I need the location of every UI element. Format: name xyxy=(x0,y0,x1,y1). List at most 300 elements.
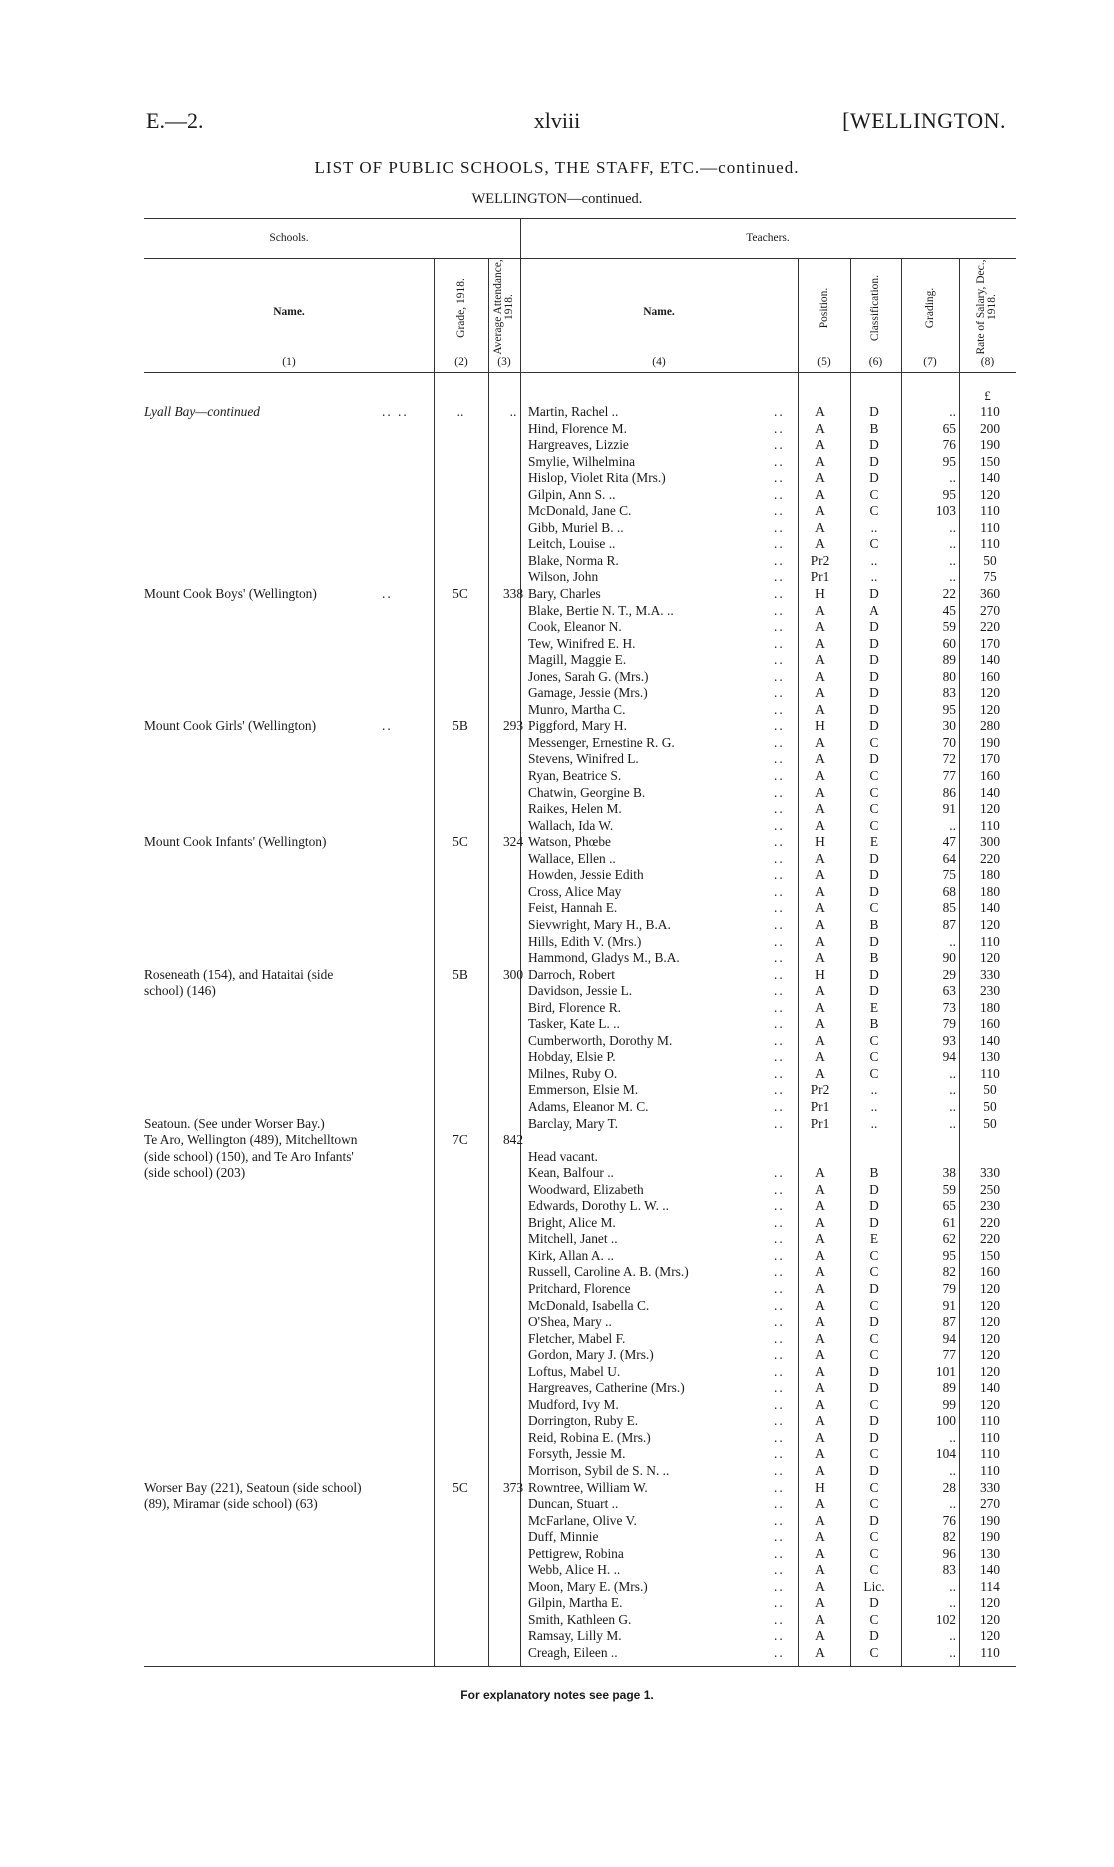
teacher-name: Russell, Caroline A. B. (Mrs.) xyxy=(528,1264,689,1280)
teacher-grading: .. xyxy=(949,569,956,585)
teacher-position: A xyxy=(815,1611,825,1627)
teacher-salary: 270 xyxy=(979,602,1001,618)
leader-dots: .. xyxy=(774,437,785,453)
teacher-grading: 68 xyxy=(942,883,956,899)
col-number-4: (4) xyxy=(652,356,666,368)
teacher-name: Mudford, Ivy M. xyxy=(528,1396,619,1412)
teacher-salary: 300 xyxy=(979,834,1001,850)
teacher-classification: .. xyxy=(870,1115,878,1131)
teacher-classification: D xyxy=(869,1198,879,1214)
teacher-salary: 110 xyxy=(980,1065,1000,1081)
leader-dots: .. xyxy=(774,933,785,949)
teacher-position: A xyxy=(815,751,825,767)
teacher-position: A xyxy=(815,1512,825,1528)
teacher-classification: C xyxy=(869,1396,879,1412)
teacher-grading: .. xyxy=(949,1082,956,1098)
teacher-classification: D xyxy=(869,751,879,767)
column-number-rule xyxy=(144,372,1016,373)
teacher-grading: 73 xyxy=(942,999,956,1015)
school-attendance: 338 xyxy=(502,586,524,602)
teacher-classification: C xyxy=(869,801,879,817)
teacher-name: Wallace, Ellen .. xyxy=(528,850,616,866)
leader-dots: .. xyxy=(774,1065,785,1081)
leader-dots: .. xyxy=(774,834,785,850)
teacher-position: A xyxy=(815,1578,825,1594)
teacher-name: Hind, Florence M. xyxy=(528,420,627,436)
teacher-salary: 230 xyxy=(979,983,1001,999)
teacher-grading: 76 xyxy=(942,437,956,453)
teacher-classification: .. xyxy=(870,552,878,568)
teacher-name: Blake, Bertie N. T., M.A. .. xyxy=(528,602,674,618)
teacher-name: Bary, Charles xyxy=(528,586,601,602)
teacher-name: Smylie, Wilhelmina xyxy=(528,453,636,469)
table-row xyxy=(144,669,1016,686)
teacher-salary: 140 xyxy=(979,1032,1001,1048)
teacher-grading: .. xyxy=(949,519,956,535)
leader-dots: .. xyxy=(774,850,785,866)
table-row xyxy=(144,1579,1016,1596)
teacher-salary: 110 xyxy=(980,503,1000,519)
teacher-position: H xyxy=(815,718,825,734)
teacher-name: Gilpin, Martha E. xyxy=(528,1595,623,1611)
teacher-name: Pritchard, Florence xyxy=(528,1280,631,1296)
teacher-salary: 120 xyxy=(979,1396,1001,1412)
teacher-position: A xyxy=(815,916,825,932)
teacher-salary: 114 xyxy=(980,1578,1000,1594)
teacher-classification: .. xyxy=(870,519,878,535)
teacher-position: A xyxy=(815,1628,825,1644)
leader-dots: .. xyxy=(774,1578,785,1594)
leader-dots: .. xyxy=(774,420,785,436)
teacher-position: A xyxy=(815,437,825,453)
leader-dots: .. xyxy=(774,1231,785,1247)
teacher-name: Ramsay, Lilly M. xyxy=(528,1628,622,1644)
table-row xyxy=(144,1049,1016,1066)
teacher-salary: 150 xyxy=(979,453,1001,469)
footer-note: For explanatory notes see page 1. xyxy=(460,1688,654,1702)
teacher-classification: C xyxy=(869,1065,879,1081)
grading-header: Grading. xyxy=(924,287,936,329)
table-row xyxy=(144,1380,1016,1397)
leader-dots: .. xyxy=(774,1115,785,1131)
teacher-salary: 120 xyxy=(979,1628,1001,1644)
leader-dots: .. xyxy=(774,1446,785,1462)
teacher-position: A xyxy=(815,685,825,701)
teacher-position: A xyxy=(815,784,825,800)
teacher-name: Cook, Eleanor N. xyxy=(528,619,622,635)
teacher-position: Pr1 xyxy=(810,1098,830,1114)
school-name: Mount Cook Girls' (Wellington) xyxy=(144,718,317,734)
teacher-grading: 103 xyxy=(935,503,956,519)
teacher-classification: D xyxy=(869,933,879,949)
teacher-grading: 63 xyxy=(942,983,956,999)
teacher-position: Pr1 xyxy=(810,1115,830,1131)
teacher-position: A xyxy=(815,999,825,1015)
teacher-salary: 160 xyxy=(979,1016,1001,1032)
table-row xyxy=(144,569,1016,586)
table-row xyxy=(144,1099,1016,1116)
table-row xyxy=(144,1298,1016,1315)
teacher-classification: C xyxy=(869,1247,879,1263)
teacher-salary: 110 xyxy=(980,933,1000,949)
teacher-classification: C xyxy=(869,1347,879,1363)
teacher-position: A xyxy=(815,420,825,436)
teacher-classification: D xyxy=(869,1463,879,1478)
table-row xyxy=(144,1463,1016,1480)
teacher-name: Duff, Minnie xyxy=(528,1529,599,1545)
teacher-position: A xyxy=(815,1413,825,1429)
leader-dots: .. xyxy=(774,801,785,817)
school-grade: 5B xyxy=(452,718,468,734)
leader-dots: .. xyxy=(774,734,785,750)
table-row xyxy=(144,1513,1016,1530)
teacher-salary: 120 xyxy=(979,1611,1001,1627)
leader-dots: .. xyxy=(774,817,785,833)
teacher-salary: 190 xyxy=(979,1529,1001,1545)
table-row xyxy=(144,487,1016,504)
school-name: Mount Cook Boys' (Wellington) xyxy=(144,586,317,602)
position-header: Position. xyxy=(818,287,830,329)
leader-dots: .. xyxy=(774,883,785,899)
teacher-grading: 59 xyxy=(942,619,956,635)
teacher-name: Moon, Mary E. (Mrs.) xyxy=(528,1578,648,1594)
teacher-classification: D xyxy=(869,1628,879,1644)
schools-group-header: Schools. xyxy=(269,232,309,244)
teacher-position: A xyxy=(815,668,825,684)
teacher-name: Milnes, Ruby O. xyxy=(528,1065,618,1081)
table-row xyxy=(144,818,1016,835)
teacher-salary: 120 xyxy=(979,1347,1001,1363)
teacher-salary: 110 xyxy=(980,519,1000,535)
table-row xyxy=(144,1182,1016,1199)
teacher-grading: .. xyxy=(949,536,956,552)
teacher-grading: 82 xyxy=(942,1264,956,1280)
teacher-grading: .. xyxy=(949,817,956,833)
table-row xyxy=(144,917,1016,934)
teacher-classification: C xyxy=(869,1645,879,1661)
teacher-salary: 120 xyxy=(979,1330,1001,1346)
teacher-name: Head vacant. xyxy=(528,1148,598,1164)
teacher-salary: 220 xyxy=(979,850,1001,866)
school-attendance: 373 xyxy=(502,1479,524,1495)
teacher-salary: 160 xyxy=(979,668,1001,684)
teacher-position: A xyxy=(815,536,825,552)
teacher-salary: 170 xyxy=(979,635,1001,651)
teacher-salary: 120 xyxy=(979,1280,1001,1296)
leader-dots: .. xyxy=(774,999,785,1015)
school-name: Te Aro, Wellington (489), Mitchelltown (side school) (150), and Te Aro Infants' (side school) (203) xyxy=(144,1132,358,1181)
teacher-name: Gibb, Muriel B. .. xyxy=(528,519,624,535)
teacher-position: A xyxy=(815,1181,825,1197)
table-row xyxy=(144,520,1016,537)
teacher-salary: 120 xyxy=(979,950,1001,966)
teacher-position: A xyxy=(815,983,825,999)
teacher-salary: 200 xyxy=(979,420,1001,436)
teacher-salary: 120 xyxy=(979,1297,1001,1313)
school-name: Worser Bay (221), Seatoun (side school) (89), Miramar (side school) (63) xyxy=(144,1479,362,1512)
leader-dots: .. xyxy=(774,1314,785,1330)
teacher-name: Forsyth, Jessie M. xyxy=(528,1446,626,1462)
teacher-grading: 87 xyxy=(942,916,956,932)
table-row xyxy=(144,1397,1016,1414)
teacher-position: A xyxy=(815,701,825,717)
table-row xyxy=(144,718,1016,735)
teacher-grading: 95 xyxy=(942,701,956,717)
teacher-salary: 190 xyxy=(979,734,1001,750)
col-number-1: (1) xyxy=(282,356,296,368)
teacher-grading: 62 xyxy=(942,1231,956,1247)
leader-dots: .. xyxy=(774,950,785,966)
teacher-grading: .. xyxy=(949,1429,956,1445)
teacher-salary: 160 xyxy=(979,1264,1001,1280)
table-row xyxy=(144,404,1016,421)
teacher-grading: .. xyxy=(949,1115,956,1131)
leader-dots: .. xyxy=(774,1645,785,1661)
teacher-name: Bright, Alice M. xyxy=(528,1214,616,1230)
leader-dots: .. xyxy=(774,619,785,635)
teacher-grading: 101 xyxy=(935,1363,956,1379)
teacher-position: A xyxy=(815,950,825,966)
teacher-name: Barclay, Mary T. xyxy=(528,1115,619,1131)
teacher-classification: C xyxy=(869,1049,879,1065)
leader-dots: .. xyxy=(774,718,785,734)
leader-dots: .. xyxy=(774,1165,785,1181)
col-number-2: (2) xyxy=(454,356,468,368)
table-row xyxy=(144,950,1016,967)
teacher-name: Dorrington, Ruby E. xyxy=(528,1413,639,1429)
leader-dots: .. xyxy=(774,1562,785,1578)
currency-symbol: £ xyxy=(984,388,991,403)
teacher-grading: 47 xyxy=(942,834,956,850)
table-row xyxy=(144,1562,1016,1579)
leader-dots: .. xyxy=(774,701,785,717)
teacher-grading: .. xyxy=(949,1578,956,1594)
teacher-classification: .. xyxy=(870,1082,878,1098)
teacher-position: A xyxy=(815,1347,825,1363)
teacher-name: Chatwin, Georgine B. xyxy=(528,784,646,800)
teacher-grading: 61 xyxy=(942,1214,956,1230)
teacher-salary: 330 xyxy=(979,966,1001,982)
teacher-grading: .. xyxy=(949,1065,956,1081)
teacher-position: A xyxy=(815,1496,825,1512)
teacher-name: Gamage, Jessie (Mrs.) xyxy=(528,685,648,701)
teacher-salary: 120 xyxy=(979,1314,1001,1330)
teacher-name: Messenger, Ernestine R. G. xyxy=(528,734,675,750)
teacher-name: Cross, Alice May xyxy=(528,883,622,899)
teacher-salary: 50 xyxy=(983,1082,997,1098)
teacher-salary: 330 xyxy=(979,1479,1001,1495)
teacher-grading: 102 xyxy=(935,1611,956,1627)
teacher-salary: 110 xyxy=(980,1413,1000,1429)
page-title: LIST OF PUBLIC SCHOOLS, THE STAFF, ETC.—continued. xyxy=(314,158,800,177)
table-bottom-rule xyxy=(144,1666,1016,1667)
group-header-rule xyxy=(144,258,1016,259)
teacher-position: A xyxy=(815,1595,825,1611)
leader-dots: .. xyxy=(774,1330,785,1346)
teacher-position: A xyxy=(815,1247,825,1263)
table-row xyxy=(144,1331,1016,1348)
teacher-name: Duncan, Stuart .. xyxy=(528,1496,619,1512)
leader-dots: .. xyxy=(774,1479,785,1495)
teacher-position: A xyxy=(815,1562,825,1578)
teacher-classification: D xyxy=(869,437,879,453)
teacher-position: A xyxy=(815,933,825,949)
leader-dots: .. xyxy=(774,1363,785,1379)
teacher-grading: 85 xyxy=(942,900,956,916)
teacher-classification: D xyxy=(869,652,879,668)
teacher-grading: 89 xyxy=(942,652,956,668)
teacher-salary: 110 xyxy=(980,404,1000,419)
school-name: Mount Cook Infants' (Wellington) xyxy=(144,834,327,850)
schools-table xyxy=(144,218,1016,1668)
school-name: Roseneath (154), and Hataitai (side school) (146) xyxy=(144,966,334,999)
teacher-position: A xyxy=(815,1429,825,1445)
table-row xyxy=(144,1281,1016,1298)
table-row xyxy=(144,503,1016,520)
teacher-position: A xyxy=(815,1198,825,1214)
teacher-salary: 120 xyxy=(979,685,1001,701)
leader-dots: .. xyxy=(774,552,785,568)
teacher-grading: 72 xyxy=(942,751,956,767)
school-grade: 7C xyxy=(452,1132,468,1148)
teacher-name: Edwards, Dorothy L. W. .. xyxy=(528,1198,669,1214)
teacher-name: Creagh, Eileen .. xyxy=(528,1645,618,1661)
region-label: [WELLINGTON. xyxy=(842,108,1006,133)
teacher-position: A xyxy=(815,619,825,635)
teacher-classification: C xyxy=(869,1264,879,1280)
teacher-salary: 220 xyxy=(979,619,1001,635)
school-name: Seatoun. (See under Worser Bay.) xyxy=(144,1115,325,1131)
teacher-name: Morrison, Sybil de S. N. .. xyxy=(528,1463,670,1478)
teacher-name: Leitch, Louise .. xyxy=(528,536,616,552)
teacher-grading: 94 xyxy=(942,1330,956,1346)
teacher-classification: B xyxy=(869,1165,879,1181)
table-row xyxy=(144,934,1016,951)
table-row xyxy=(144,1546,1016,1563)
teacher-grading: 65 xyxy=(942,1198,956,1214)
table-row xyxy=(144,1066,1016,1083)
teacher-grading: 93 xyxy=(942,1032,956,1048)
teacher-salary: 120 xyxy=(979,701,1001,717)
col-number-8: (8) xyxy=(980,356,995,368)
teacher-grading: 38 xyxy=(942,1165,956,1181)
teacher-classification: C xyxy=(869,817,879,833)
teacher-classification: A xyxy=(869,602,879,618)
teacher-position: H xyxy=(815,966,825,982)
teacher-classification: C xyxy=(869,503,879,519)
teacher-grading: 80 xyxy=(942,668,956,684)
teacher-name: Gilpin, Ann S. .. xyxy=(528,486,616,502)
teacher-classification: D xyxy=(869,983,879,999)
table-row xyxy=(144,454,1016,471)
teacher-classification: D xyxy=(869,1595,879,1611)
teacher-position: A xyxy=(815,602,825,618)
teacher-classification: C xyxy=(869,900,879,916)
teacher-name: Ryan, Beatrice S. xyxy=(528,768,622,784)
teacher-salary: 180 xyxy=(979,999,1001,1015)
table-row xyxy=(144,553,1016,570)
table-row xyxy=(144,867,1016,884)
table-row xyxy=(144,702,1016,719)
teacher-name: McDonald, Jane C. xyxy=(528,503,632,519)
table-row xyxy=(144,1612,1016,1629)
table-row xyxy=(144,1430,1016,1447)
teacher-name: McFarlane, Olive V. xyxy=(528,1512,637,1528)
teacher-grading: 95 xyxy=(942,1247,956,1263)
teacher-position: H xyxy=(815,834,825,850)
table-row xyxy=(144,603,1016,620)
teacher-classification: D xyxy=(869,1429,879,1445)
table-row xyxy=(144,851,1016,868)
teacher-position: A xyxy=(815,1545,825,1561)
teacher-grading: 87 xyxy=(942,1314,956,1330)
teacher-grading: .. xyxy=(949,404,956,419)
teacher-name: Loftus, Mabel U. xyxy=(528,1363,621,1379)
teacher-classification: C xyxy=(869,1446,879,1462)
teacher-position: A xyxy=(815,1314,825,1330)
teacher-classification: C xyxy=(869,1562,879,1578)
leader-dots: .. xyxy=(774,453,785,469)
teacher-position: A xyxy=(815,635,825,651)
teacher-position: A xyxy=(815,1396,825,1412)
leader-dots: .. xyxy=(774,685,785,701)
teacher-name: Wallach, Ida W. xyxy=(528,817,614,833)
teacher-salary: 50 xyxy=(983,1115,997,1131)
teacher-classification: E xyxy=(869,999,879,1015)
leader-dots: .. xyxy=(774,1264,785,1280)
table-row xyxy=(144,1082,1016,1099)
teacher-classification: D xyxy=(869,966,879,982)
teacher-grading: 29 xyxy=(942,966,956,982)
teacher-salary: 50 xyxy=(983,1098,997,1114)
teacher-classification: D xyxy=(869,453,879,469)
leader-dots: .. xyxy=(774,1512,785,1528)
teacher-position: A xyxy=(815,801,825,817)
teacher-name: Davidson, Jessie L. xyxy=(528,983,633,999)
teacher-classification: D xyxy=(869,1280,879,1296)
teacher-classification: E xyxy=(869,1231,879,1247)
teacher-position: A xyxy=(815,519,825,535)
leader-dots: .. xyxy=(774,536,785,552)
page-number: xlviii xyxy=(533,108,581,133)
teacher-name: Howden, Jessie Edith xyxy=(528,867,644,883)
teacher-classification: C xyxy=(869,1479,879,1495)
teacher-classification: B xyxy=(869,916,879,932)
teacher-grading: 82 xyxy=(942,1529,956,1545)
teacher-position: A xyxy=(815,1065,825,1081)
teacher-name-header: Name. xyxy=(643,306,675,318)
teacher-position: H xyxy=(815,1479,825,1495)
teacher-salary: 170 xyxy=(979,751,1001,767)
teacher-classification: C xyxy=(869,1330,879,1346)
teacher-name: O'Shea, Mary .. xyxy=(528,1314,612,1330)
teacher-classification: .. xyxy=(870,569,878,585)
leader-dots: .. xyxy=(774,784,785,800)
teacher-grading: .. xyxy=(949,1645,956,1661)
school-grade: 5C xyxy=(452,1479,468,1495)
teacher-name: McDonald, Isabella C. xyxy=(528,1297,650,1313)
table-row xyxy=(144,785,1016,802)
teacher-position: Pr2 xyxy=(810,1082,830,1098)
leader-dots: .. xyxy=(774,1463,785,1478)
teacher-classification: D xyxy=(869,404,879,419)
table-row xyxy=(144,1016,1016,1033)
teacher-name: Jones, Sarah G. (Mrs.) xyxy=(528,668,649,684)
teacher-name: Hislop, Violet Rita (Mrs.) xyxy=(528,470,666,486)
leader-dots: .. xyxy=(774,1098,785,1114)
leader-dots: .. xyxy=(774,503,785,519)
table-row xyxy=(144,536,1016,553)
